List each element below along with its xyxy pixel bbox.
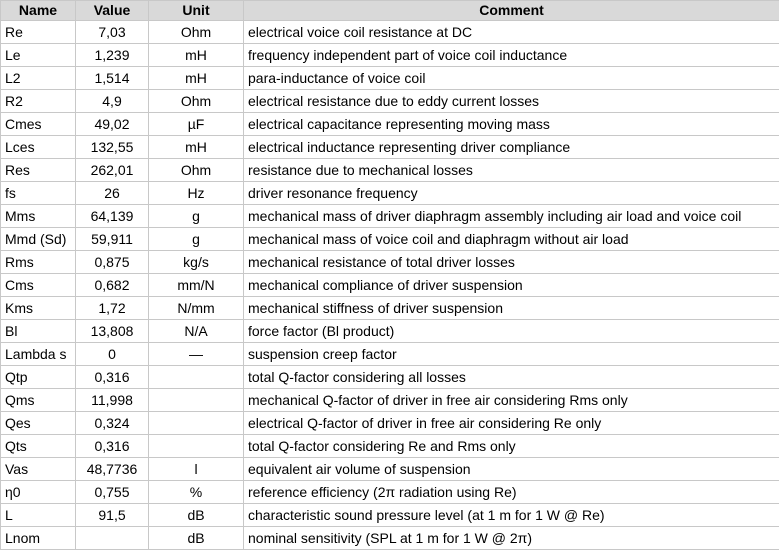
- table-row: [1, 527, 779, 550]
- unit-cell: kg/s: [149, 251, 244, 274]
- comment-cell: reference efficiency (2π radiation using Re): [244, 481, 779, 504]
- unit-cell: Hz: [149, 182, 244, 205]
- table-row: [1, 67, 779, 90]
- unit-cell: —: [149, 343, 244, 366]
- value-cell: 262,01: [76, 159, 149, 182]
- unit-cell: dB: [149, 527, 244, 550]
- table-row: [1, 274, 779, 297]
- value-cell: 13,808: [76, 320, 149, 343]
- unit-cell: mm/N: [149, 274, 244, 297]
- name-cell: Lnom: [1, 527, 76, 550]
- unit-cell: Ohm: [149, 21, 244, 44]
- value-cell: 48,7736: [76, 458, 149, 481]
- name-cell: R2: [1, 90, 76, 113]
- name-cell: L2: [1, 67, 76, 90]
- table-row: [1, 113, 779, 136]
- unit-cell: %: [149, 481, 244, 504]
- comment-cell: mechanical mass of driver diaphragm assembly including air load and voice coil: [244, 205, 779, 228]
- table-row: [1, 90, 779, 113]
- value-cell: 1,239: [76, 44, 149, 67]
- value-cell: 1,72: [76, 297, 149, 320]
- name-cell: Qts: [1, 435, 76, 458]
- unit-cell: [149, 435, 244, 458]
- unit-cell: mH: [149, 136, 244, 159]
- name-cell: Qms: [1, 389, 76, 412]
- comment-cell: equivalent air volume of suspension: [244, 458, 779, 481]
- value-cell: 1,514: [76, 67, 149, 90]
- unit-cell: N/A: [149, 320, 244, 343]
- value-cell: 0: [76, 343, 149, 366]
- unit-cell: mH: [149, 67, 244, 90]
- value-cell: 0,755: [76, 481, 149, 504]
- unit-cell: g: [149, 228, 244, 251]
- table-row: [1, 481, 779, 504]
- table-row: [1, 320, 779, 343]
- table-body: [1, 21, 779, 550]
- comment-cell: mechanical stiffness of driver suspension: [244, 297, 779, 320]
- comment-cell: total Q-factor considering all losses: [244, 366, 779, 389]
- table-row: [1, 228, 779, 251]
- comment-cell: para-inductance of voice coil: [244, 67, 779, 90]
- name-cell: L: [1, 504, 76, 527]
- table-row: [1, 205, 779, 228]
- comment-cell: electrical resistance due to eddy current losses: [244, 90, 779, 113]
- name-cell: Mms: [1, 205, 76, 228]
- comment-cell: mechanical mass of voice coil and diaphragm without air load: [244, 228, 779, 251]
- value-cell: 0,316: [76, 435, 149, 458]
- value-cell: 0,682: [76, 274, 149, 297]
- table-row: [1, 343, 779, 366]
- comment-cell: mechanical compliance of driver suspension: [244, 274, 779, 297]
- name-cell: Re: [1, 21, 76, 44]
- name-cell: Qes: [1, 412, 76, 435]
- name-cell: Lces: [1, 136, 76, 159]
- header-name: Name: [1, 1, 76, 21]
- header-row: [1, 1, 779, 21]
- unit-cell: N/mm: [149, 297, 244, 320]
- comment-cell: electrical Q-factor of driver in free air considering Re only: [244, 412, 779, 435]
- value-cell: 59,911: [76, 228, 149, 251]
- value-cell: 0,324: [76, 412, 149, 435]
- value-cell: 0,316: [76, 366, 149, 389]
- value-cell: 11,998: [76, 389, 149, 412]
- table-row: [1, 136, 779, 159]
- table-row: [1, 366, 779, 389]
- comment-cell: mechanical Q-factor of driver in free air considering Rms only: [244, 389, 779, 412]
- table-row: [1, 297, 779, 320]
- name-cell: fs: [1, 182, 76, 205]
- table-row: [1, 435, 779, 458]
- comment-cell: total Q-factor considering Re and Rms only: [244, 435, 779, 458]
- comment-cell: suspension creep factor: [244, 343, 779, 366]
- name-cell: Bl: [1, 320, 76, 343]
- name-cell: Qtp: [1, 366, 76, 389]
- table-row: [1, 21, 779, 44]
- value-cell: [76, 527, 149, 550]
- comment-cell: nominal sensitivity (SPL at 1 m for 1 W @ 2π): [244, 527, 779, 550]
- table-row: [1, 389, 779, 412]
- header-unit: Unit: [149, 1, 244, 21]
- name-cell: Mmd (Sd): [1, 228, 76, 251]
- name-cell: Kms: [1, 297, 76, 320]
- name-cell: Rms: [1, 251, 76, 274]
- table-row: [1, 159, 779, 182]
- value-cell: 91,5: [76, 504, 149, 527]
- unit-cell: l: [149, 458, 244, 481]
- name-cell: Vas: [1, 458, 76, 481]
- comment-cell: force factor (Bl product): [244, 320, 779, 343]
- name-cell: Res: [1, 159, 76, 182]
- header-comment: Comment: [244, 1, 779, 21]
- comment-cell: electrical inductance representing driver compliance: [244, 136, 779, 159]
- unit-cell: Ohm: [149, 159, 244, 182]
- table-header: [1, 1, 779, 21]
- name-cell: Cmes: [1, 113, 76, 136]
- table-row: [1, 44, 779, 67]
- value-cell: 26: [76, 182, 149, 205]
- unit-cell: [149, 366, 244, 389]
- table-row: [1, 458, 779, 481]
- unit-cell: µF: [149, 113, 244, 136]
- table-row: [1, 504, 779, 527]
- unit-cell: g: [149, 205, 244, 228]
- value-cell: 64,139: [76, 205, 149, 228]
- comment-cell: resistance due to mechanical losses: [244, 159, 779, 182]
- comment-cell: mechanical resistance of total driver losses: [244, 251, 779, 274]
- comment-cell: electrical capacitance representing moving mass: [244, 113, 779, 136]
- name-cell: η0: [1, 481, 76, 504]
- name-cell: Cms: [1, 274, 76, 297]
- table-row: [1, 182, 779, 205]
- unit-cell: [149, 389, 244, 412]
- comment-cell: electrical voice coil resistance at DC: [244, 21, 779, 44]
- unit-cell: Ohm: [149, 90, 244, 113]
- comment-cell: driver resonance frequency: [244, 182, 779, 205]
- comment-cell: frequency independent part of voice coil inductance: [244, 44, 779, 67]
- table-row: [1, 412, 779, 435]
- unit-cell: dB: [149, 504, 244, 527]
- table-row: [1, 251, 779, 274]
- header-value: Value: [76, 1, 149, 21]
- value-cell: 4,9: [76, 90, 149, 113]
- value-cell: 49,02: [76, 113, 149, 136]
- unit-cell: mH: [149, 44, 244, 67]
- value-cell: 0,875: [76, 251, 149, 274]
- comment-cell: characteristic sound pressure level (at 1 m for 1 W @ Re): [244, 504, 779, 527]
- name-cell: Le: [1, 44, 76, 67]
- value-cell: 132,55: [76, 136, 149, 159]
- unit-cell: [149, 412, 244, 435]
- value-cell: 7,03: [76, 21, 149, 44]
- name-cell: Lambda s: [1, 343, 76, 366]
